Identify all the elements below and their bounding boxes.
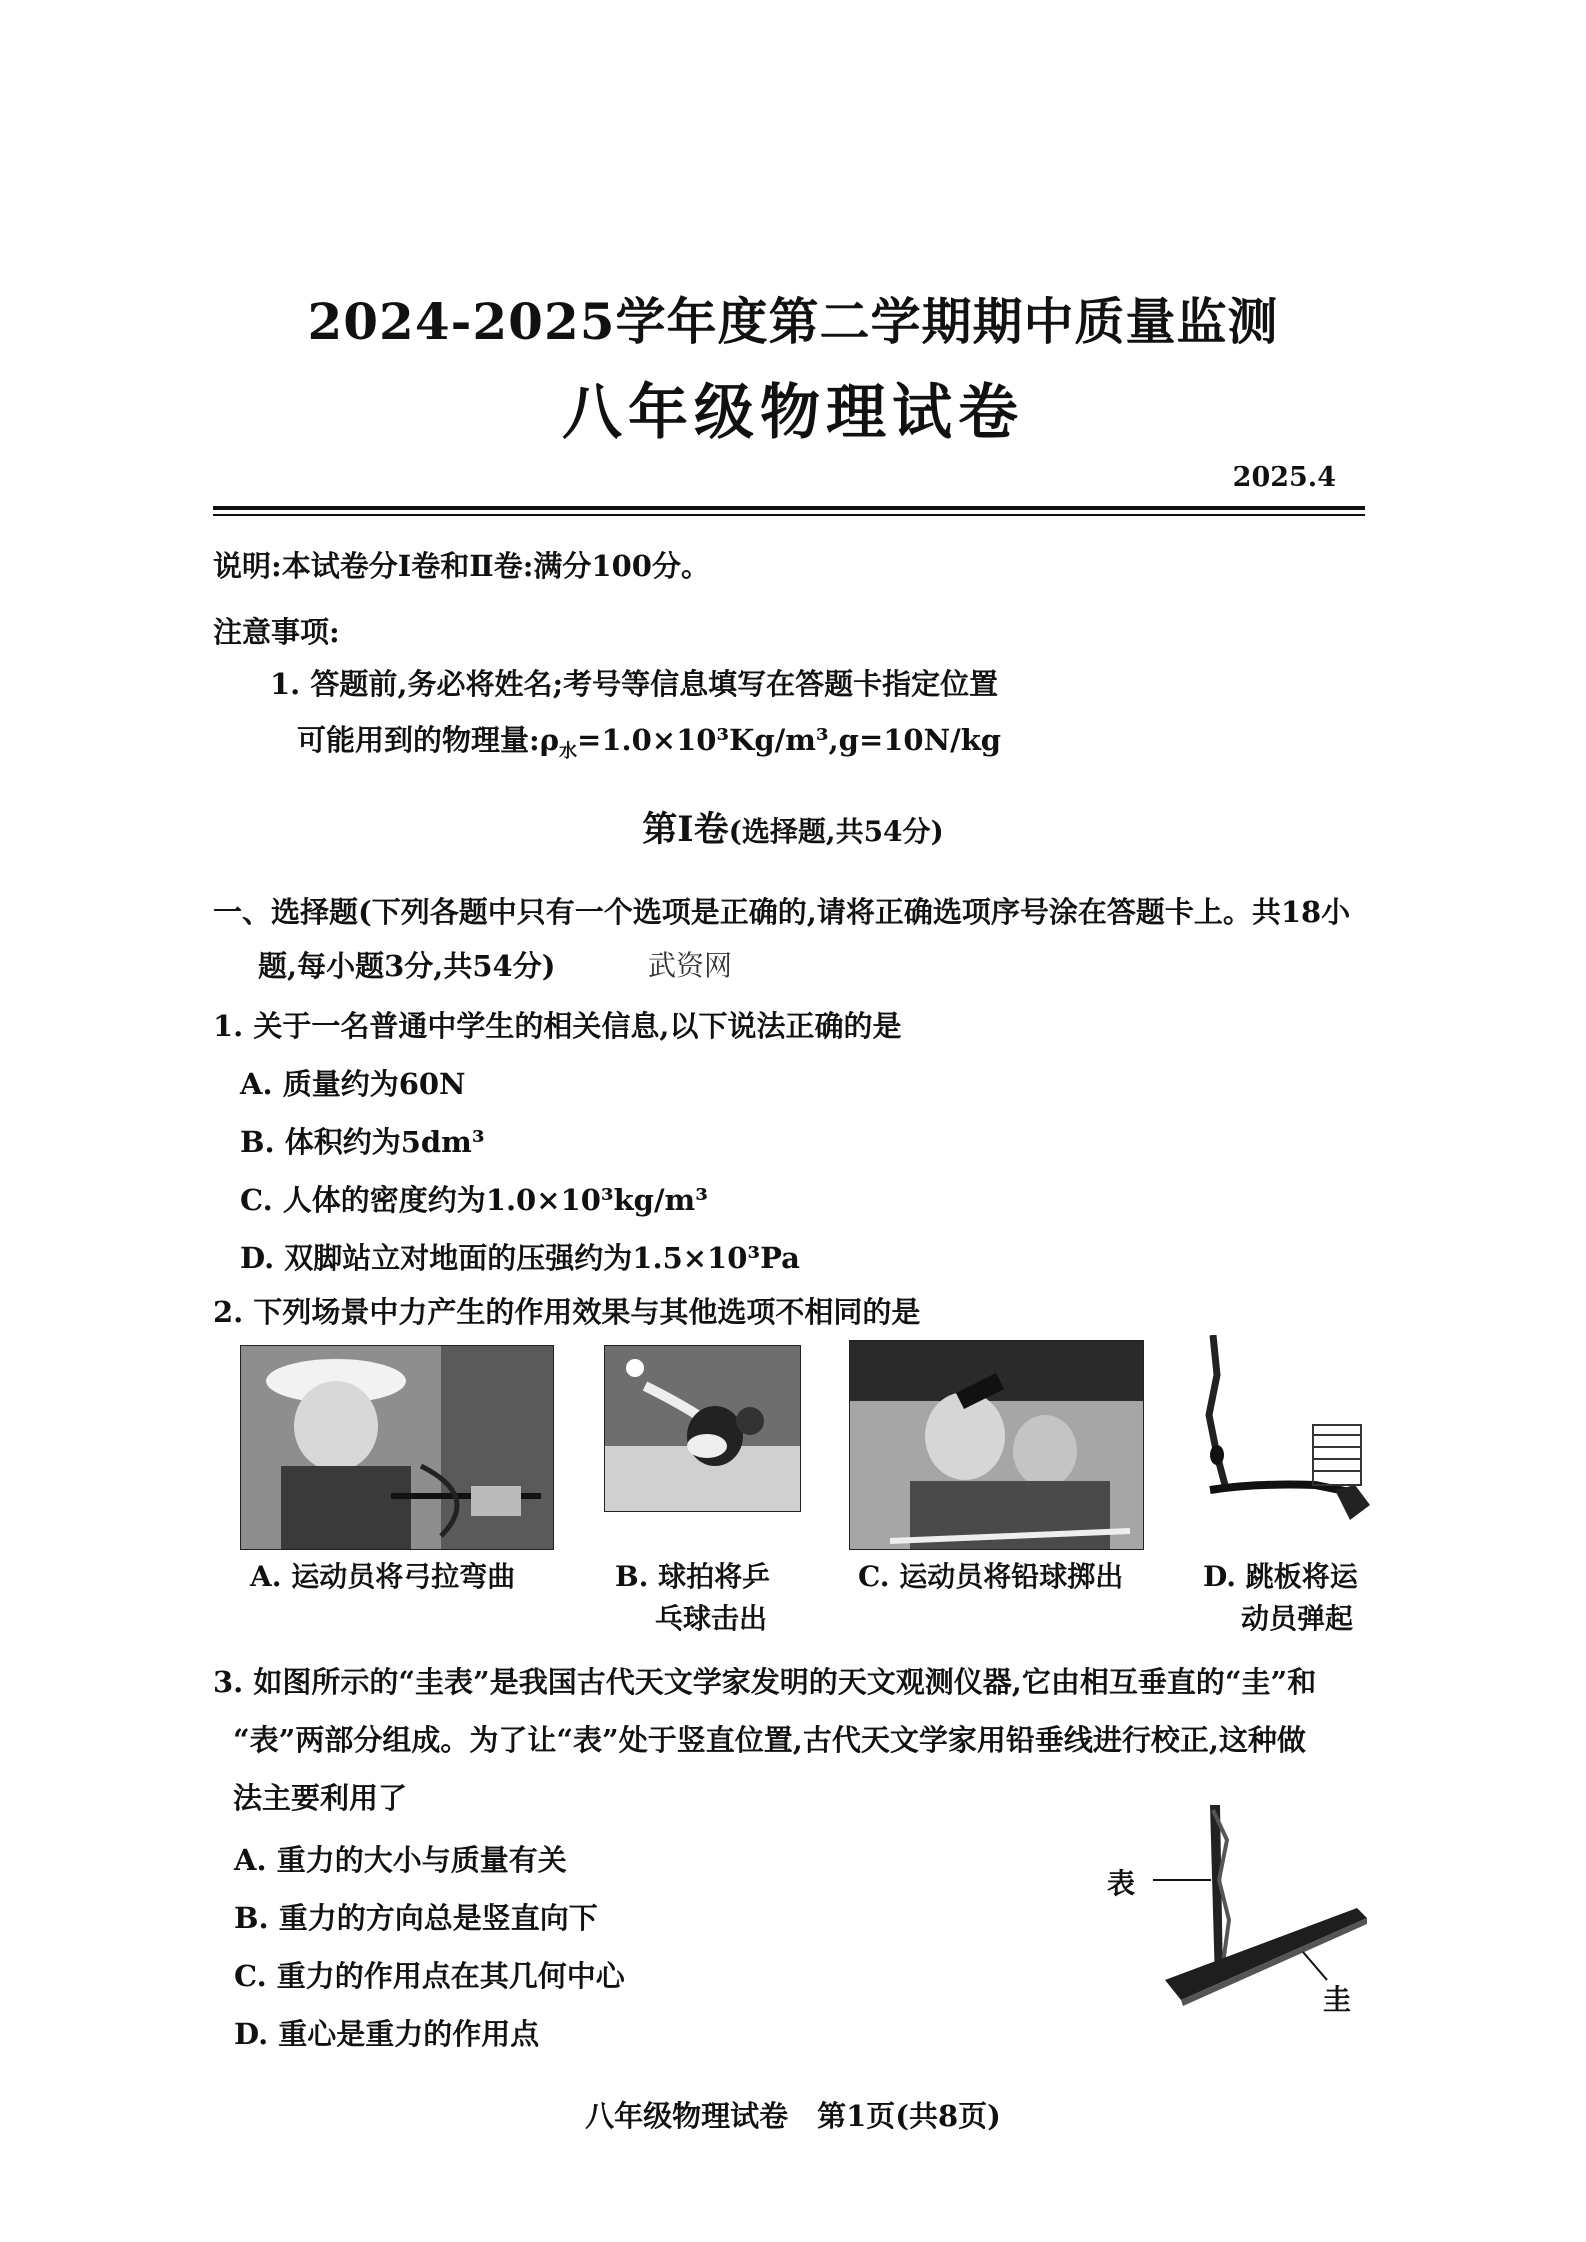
- attention-item-1: 1. 答题前,务必将姓名;考号等信息填写在答题卡指定位置: [270, 667, 999, 701]
- q2-photo-archery: [240, 1345, 554, 1550]
- q2-stem: 2. 下列场景中力产生的作用效果与其他选项不相同的是: [213, 1295, 921, 1329]
- q2-caption-b-line1: B. 球拍将乒: [615, 1560, 771, 1593]
- rho-symbol: ρ: [539, 723, 560, 757]
- q3-gnomon-figure: [1095, 1800, 1385, 2030]
- section-title-main: 第Ⅰ卷: [642, 809, 729, 850]
- q1-stem: 1. 关于一名普通中学生的相关信息,以下说法正确的是: [213, 1009, 902, 1043]
- gnomon-label-gui: 圭: [1323, 1983, 1352, 2016]
- q2-caption-c: C. 运动员将铅球掷出: [858, 1560, 1124, 1593]
- archery-illustration: [241, 1346, 553, 1549]
- exam-note: 说明:本试卷分Ⅰ卷和Ⅱ卷:满分100分。: [213, 549, 710, 583]
- q1-option-c: C. 人体的密度约为1.0×10³kg/m³: [240, 1183, 708, 1217]
- watermark-text: 武资网: [648, 949, 733, 982]
- section-title: [0, 802, 1586, 852]
- page-footer: 八年级物理试卷 第1页(共8页): [585, 2099, 1001, 2133]
- part1-heading-line1: 一、选择题(下列各题中只有一个选项是正确的,请将正确选项序号涂在答题卡上。共18小: [213, 895, 1351, 929]
- physical-constants: [297, 718, 1001, 763]
- constants-value: =1.0×10³Kg/m³,g=10N/kg: [577, 723, 1002, 757]
- q2-photo-shotput: [849, 1340, 1144, 1550]
- q2-photo-springboard: [1195, 1335, 1370, 1520]
- exam-title-line2: 八年级物理试卷: [562, 378, 1024, 448]
- q2-caption-d-line1: D. 跳板将运: [1203, 1560, 1358, 1593]
- gnomon-label-biao: 表: [1107, 1867, 1136, 1900]
- q3-stem-line2: “表”两部分组成。为了让“表”处于竖直位置,古代天文学家用铅垂线进行校正,这种做: [233, 1723, 1306, 1757]
- q1-option-b: B. 体积约为5dm³: [240, 1125, 485, 1159]
- q2-caption-d-line2: 动员弹起: [1241, 1602, 1354, 1635]
- springboard-illustration: [1195, 1335, 1370, 1520]
- q2-caption-b-line2: 乓球击出: [655, 1602, 768, 1635]
- part1-heading-line2: 题,每小题3分,共54分): [258, 949, 556, 983]
- pingpong-illustration: [605, 1346, 800, 1511]
- q3-stem-line1: 3. 如图所示的“圭表”是我国古代天文学家发明的天文观测仪器,它由相互垂直的“圭”和: [213, 1665, 1317, 1699]
- q2-photo-pingpong: [604, 1345, 801, 1512]
- shotput-illustration: [850, 1341, 1143, 1549]
- exam-date: 2025.4: [1232, 462, 1336, 493]
- q3-option-a: A. 重力的大小与质量有关: [234, 1843, 567, 1877]
- q1-option-a: A. 质量约为60N: [240, 1067, 466, 1101]
- q1-option-d: D. 双脚站立对地面的压强约为1.5×10³Pa: [240, 1241, 800, 1275]
- exam-title-line1: 2024-2025学年度第二学期期中质量监测: [307, 292, 1279, 351]
- attention-heading: 注意事项:: [213, 615, 340, 649]
- rho-subscript: 水: [559, 740, 578, 762]
- q2-caption-b: [615, 1556, 795, 1640]
- header-rule-thick: [213, 506, 1365, 510]
- q2-caption-a: A. 运动员将弓拉弯曲: [250, 1560, 516, 1593]
- constants-prefix: 可能用到的物理量:: [297, 723, 540, 757]
- q3-option-d: D. 重心是重力的作用点: [234, 2017, 540, 2051]
- q2-caption-d: [1203, 1556, 1383, 1640]
- header-rule-thin: [213, 514, 1365, 516]
- q3-option-c: C. 重力的作用点在其几何中心: [234, 1959, 625, 1993]
- q3-stem-line3: 法主要利用了: [233, 1781, 408, 1815]
- section-title-sub: (选择题,共54分): [728, 815, 944, 848]
- q3-option-b: B. 重力的方向总是竖直向下: [234, 1901, 598, 1935]
